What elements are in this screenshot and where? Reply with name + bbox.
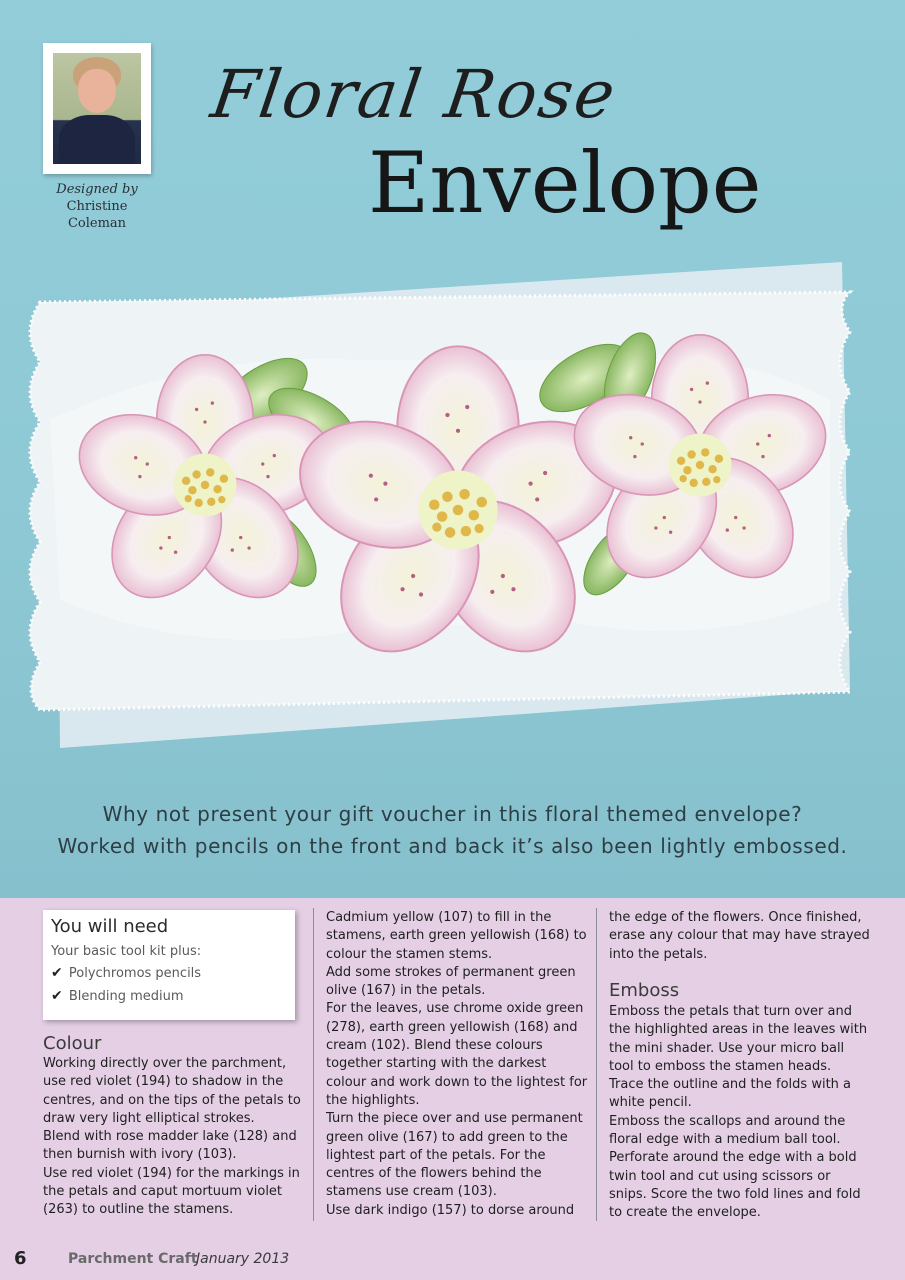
paragraph: Emboss the petals that turn over and the highlighted areas in the leaves with the mini shader. Use your micro ball tool to emboss the stamen heads. xyxy=(609,1004,868,1074)
list-item: ✔ Blending medium xyxy=(51,988,184,1004)
page-title: Envelope xyxy=(368,134,762,232)
paragraph: Use dark indigo (157) to dorse around xyxy=(326,1202,575,1218)
check-icon: ✔ xyxy=(51,988,63,1004)
check-icon: ✔ xyxy=(51,965,63,981)
title-script: Floral Rose xyxy=(206,56,622,133)
paragraph: Trace the outline and the folds with a white pencil. xyxy=(609,1077,852,1111)
designer-label: Designed by xyxy=(56,182,138,197)
colour-column xyxy=(43,1055,303,1220)
intro-line-2: Worked with pencils on the front and back it’s also been lightly embossed. xyxy=(57,834,848,858)
emboss-heading: Emboss xyxy=(609,980,680,1001)
you-will-need-subtitle: Your basic tool kit plus: xyxy=(51,944,202,959)
intro-text xyxy=(30,798,875,862)
paragraph: For the leaves, use chrome oxide green (278), earth green yellowish (168) and cream (102). Blend these colours together starting with the darkest colour and work down to the lightest for the highlights. xyxy=(326,1001,588,1108)
designer-last-name: Coleman xyxy=(67,216,127,231)
paragraph: Add some strokes of permanent green olive (167) in the petals. xyxy=(326,964,576,999)
issue-date: January 2013 xyxy=(196,1251,290,1267)
column-divider xyxy=(596,908,597,1221)
middle-column xyxy=(326,909,588,1220)
right-column xyxy=(609,909,871,964)
colour-heading: Colour xyxy=(43,1033,102,1054)
paragraph: Turn the piece over and use permanent green olive (167) to add green to the lightest part of the petals. For the centres of the flowers behind the stamens use cream (103). xyxy=(326,1111,583,1200)
designer-photo xyxy=(53,53,141,164)
you-will-need-title: You will need xyxy=(51,916,169,937)
list-item: ✔ Polychromos pencils xyxy=(51,965,202,981)
magazine-name: Parchment Craft xyxy=(68,1251,198,1267)
intro-line-1: Why not present your gift voucher in this floral themed envelope? xyxy=(102,802,803,826)
paragraph: Cadmium yellow (107) to fill in the stamens, earth green yellowish (168) to colour the stamen stems. xyxy=(326,910,587,962)
envelope-illustration xyxy=(0,250,905,810)
page-number: 6 xyxy=(14,1248,27,1269)
column-divider xyxy=(313,908,314,1221)
designer-credit xyxy=(50,181,144,232)
paragraph: Use red violet (194) for the markings in the petals and caput mortuum violet (263) to outline the stamens. xyxy=(43,1165,300,1218)
designer-portrait xyxy=(43,43,151,174)
you-will-need-box xyxy=(43,910,295,1020)
paragraph: Emboss the scallops and around the floral edge with a medium ball tool. Perforate around the edge with a bold twin tool and cut using scissors or snips. Score the two fold lines and fold to create the envelope. xyxy=(609,1113,861,1221)
emboss-column xyxy=(609,1003,871,1223)
designer-first-name: Christine xyxy=(66,199,128,214)
paragraph: Blend with rose madder lake (128) and then burnish with ivory (103). xyxy=(43,1129,297,1163)
paragraph: the edge of the flowers. Once finished, erase any colour that may have strayed into the petals. xyxy=(609,910,870,962)
paragraph: Working directly over the parchment, use red violet (194) to shadow in the centres, and on the tips of the petals to draw very light elliptical strokes. xyxy=(43,1056,301,1126)
